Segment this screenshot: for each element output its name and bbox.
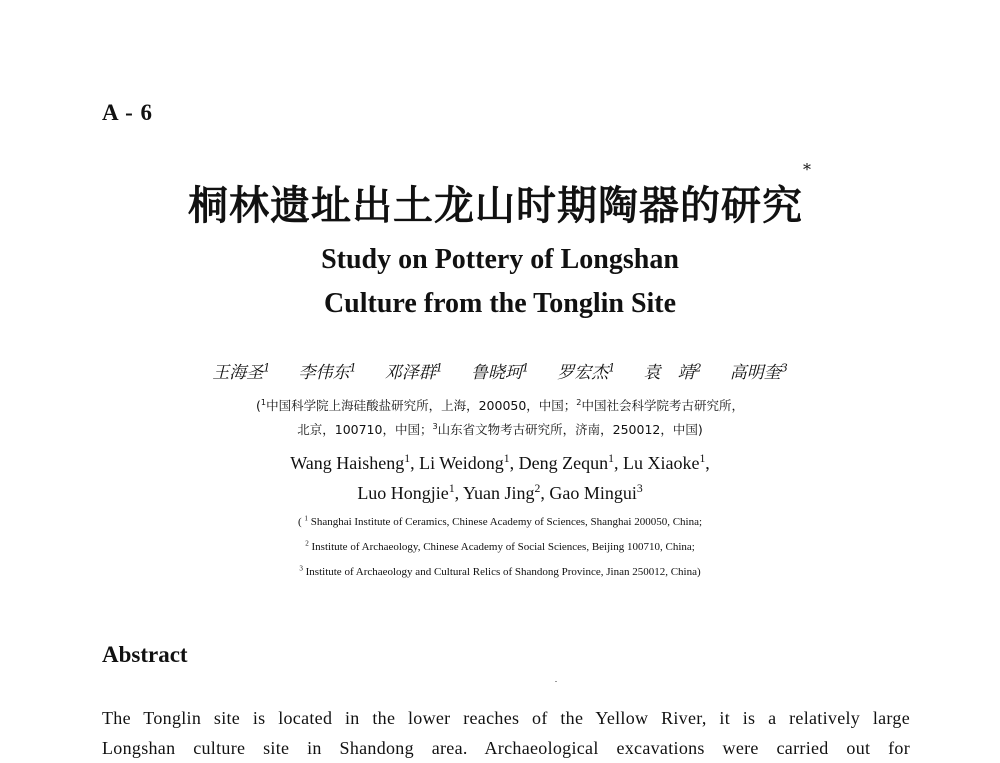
- author-en: Wang Haisheng$^1$,: [290, 452, 420, 473]
- title-en-line-1: Study on Pottery of Longshan: [321, 244, 679, 275]
- title-cn-text: 桐林遗址出土龙山时期陶器的研究: [188, 182, 803, 229]
- authors-en-line-2: [0, 478, 1000, 508]
- author-en: Luo Hongjie$^1$,: [357, 482, 463, 503]
- page-identifier: A - 6: [102, 100, 153, 125]
- author-cn: 王海圣$^1$: [212, 361, 271, 383]
- scan-speck: [555, 681, 557, 682]
- abstract-line: The Tonglin site is located in the lower reaches of the Yellow River, it is a relatively large: [102, 708, 910, 728]
- author-cn: 李伟东$^1$: [298, 361, 357, 383]
- author-cn: 鲁晓珂$^1$: [470, 361, 530, 383]
- author-en: Deng Zequn$^1$,: [518, 452, 623, 473]
- author-en: Yuan Jing$^2$,: [463, 482, 550, 503]
- author-en: Gao Mingui$^3$: [549, 482, 643, 503]
- abstract-line: Longshan culture site in Shandong area. Archaeological excavations were carried out for: [102, 738, 910, 758]
- title-en-line-2: Culture from the Tonglin Site: [323, 288, 677, 319]
- author-cn: 袁 靖$^2$: [643, 361, 702, 383]
- paper-title-english: [0, 238, 1000, 326]
- affiliation-en-line-3: $^3$ Institute of Archaeology and Cultural Relics of Shandong Province, Jinan 250012, China): [299, 564, 701, 578]
- affiliation-cn-line-2: 北京，100710，中国；$^3$山东省文物考古研究所，济南，250012，中国): [297, 420, 703, 437]
- author-cn: 罗宏杰$^1$: [557, 361, 616, 383]
- authors-en-line-1: [0, 448, 1000, 478]
- authors-chinese: [0, 358, 1000, 383]
- author-en: Lu Xiaoke$^1$,: [622, 452, 710, 473]
- affiliation-en-line-1: ( $^1$ Shanghai Institute of Ceramics, Chinese Academy of Sciences, Shanghai 200050, China;: [297, 514, 703, 528]
- paper-title-chinese: [0, 160, 1000, 231]
- affiliation-cn-line-1: ($^1$中国科学院上海硅酸盐研究所，上海，200050，中国；$^2$中国社会科学院考古研究所，: [256, 396, 744, 413]
- author-cn: 邓泽群$^1$: [384, 361, 443, 383]
- authors-english: [0, 448, 1000, 508]
- affiliations-chinese: [0, 394, 1000, 442]
- abstract-heading: Abstract: [102, 642, 188, 667]
- author-en: Li Weidong$^1$,: [419, 452, 519, 473]
- affiliation-en-line-2: $^2$ Institute of Archaeology, Chinese Academy of Social Sciences, Beijing 100710, China;: [305, 539, 695, 553]
- affiliations-english: [0, 510, 1000, 585]
- abstract-body: [102, 703, 910, 763]
- author-cn: 高明奎$^3$: [729, 361, 788, 383]
- title-footnote-mark: *: [803, 160, 812, 179]
